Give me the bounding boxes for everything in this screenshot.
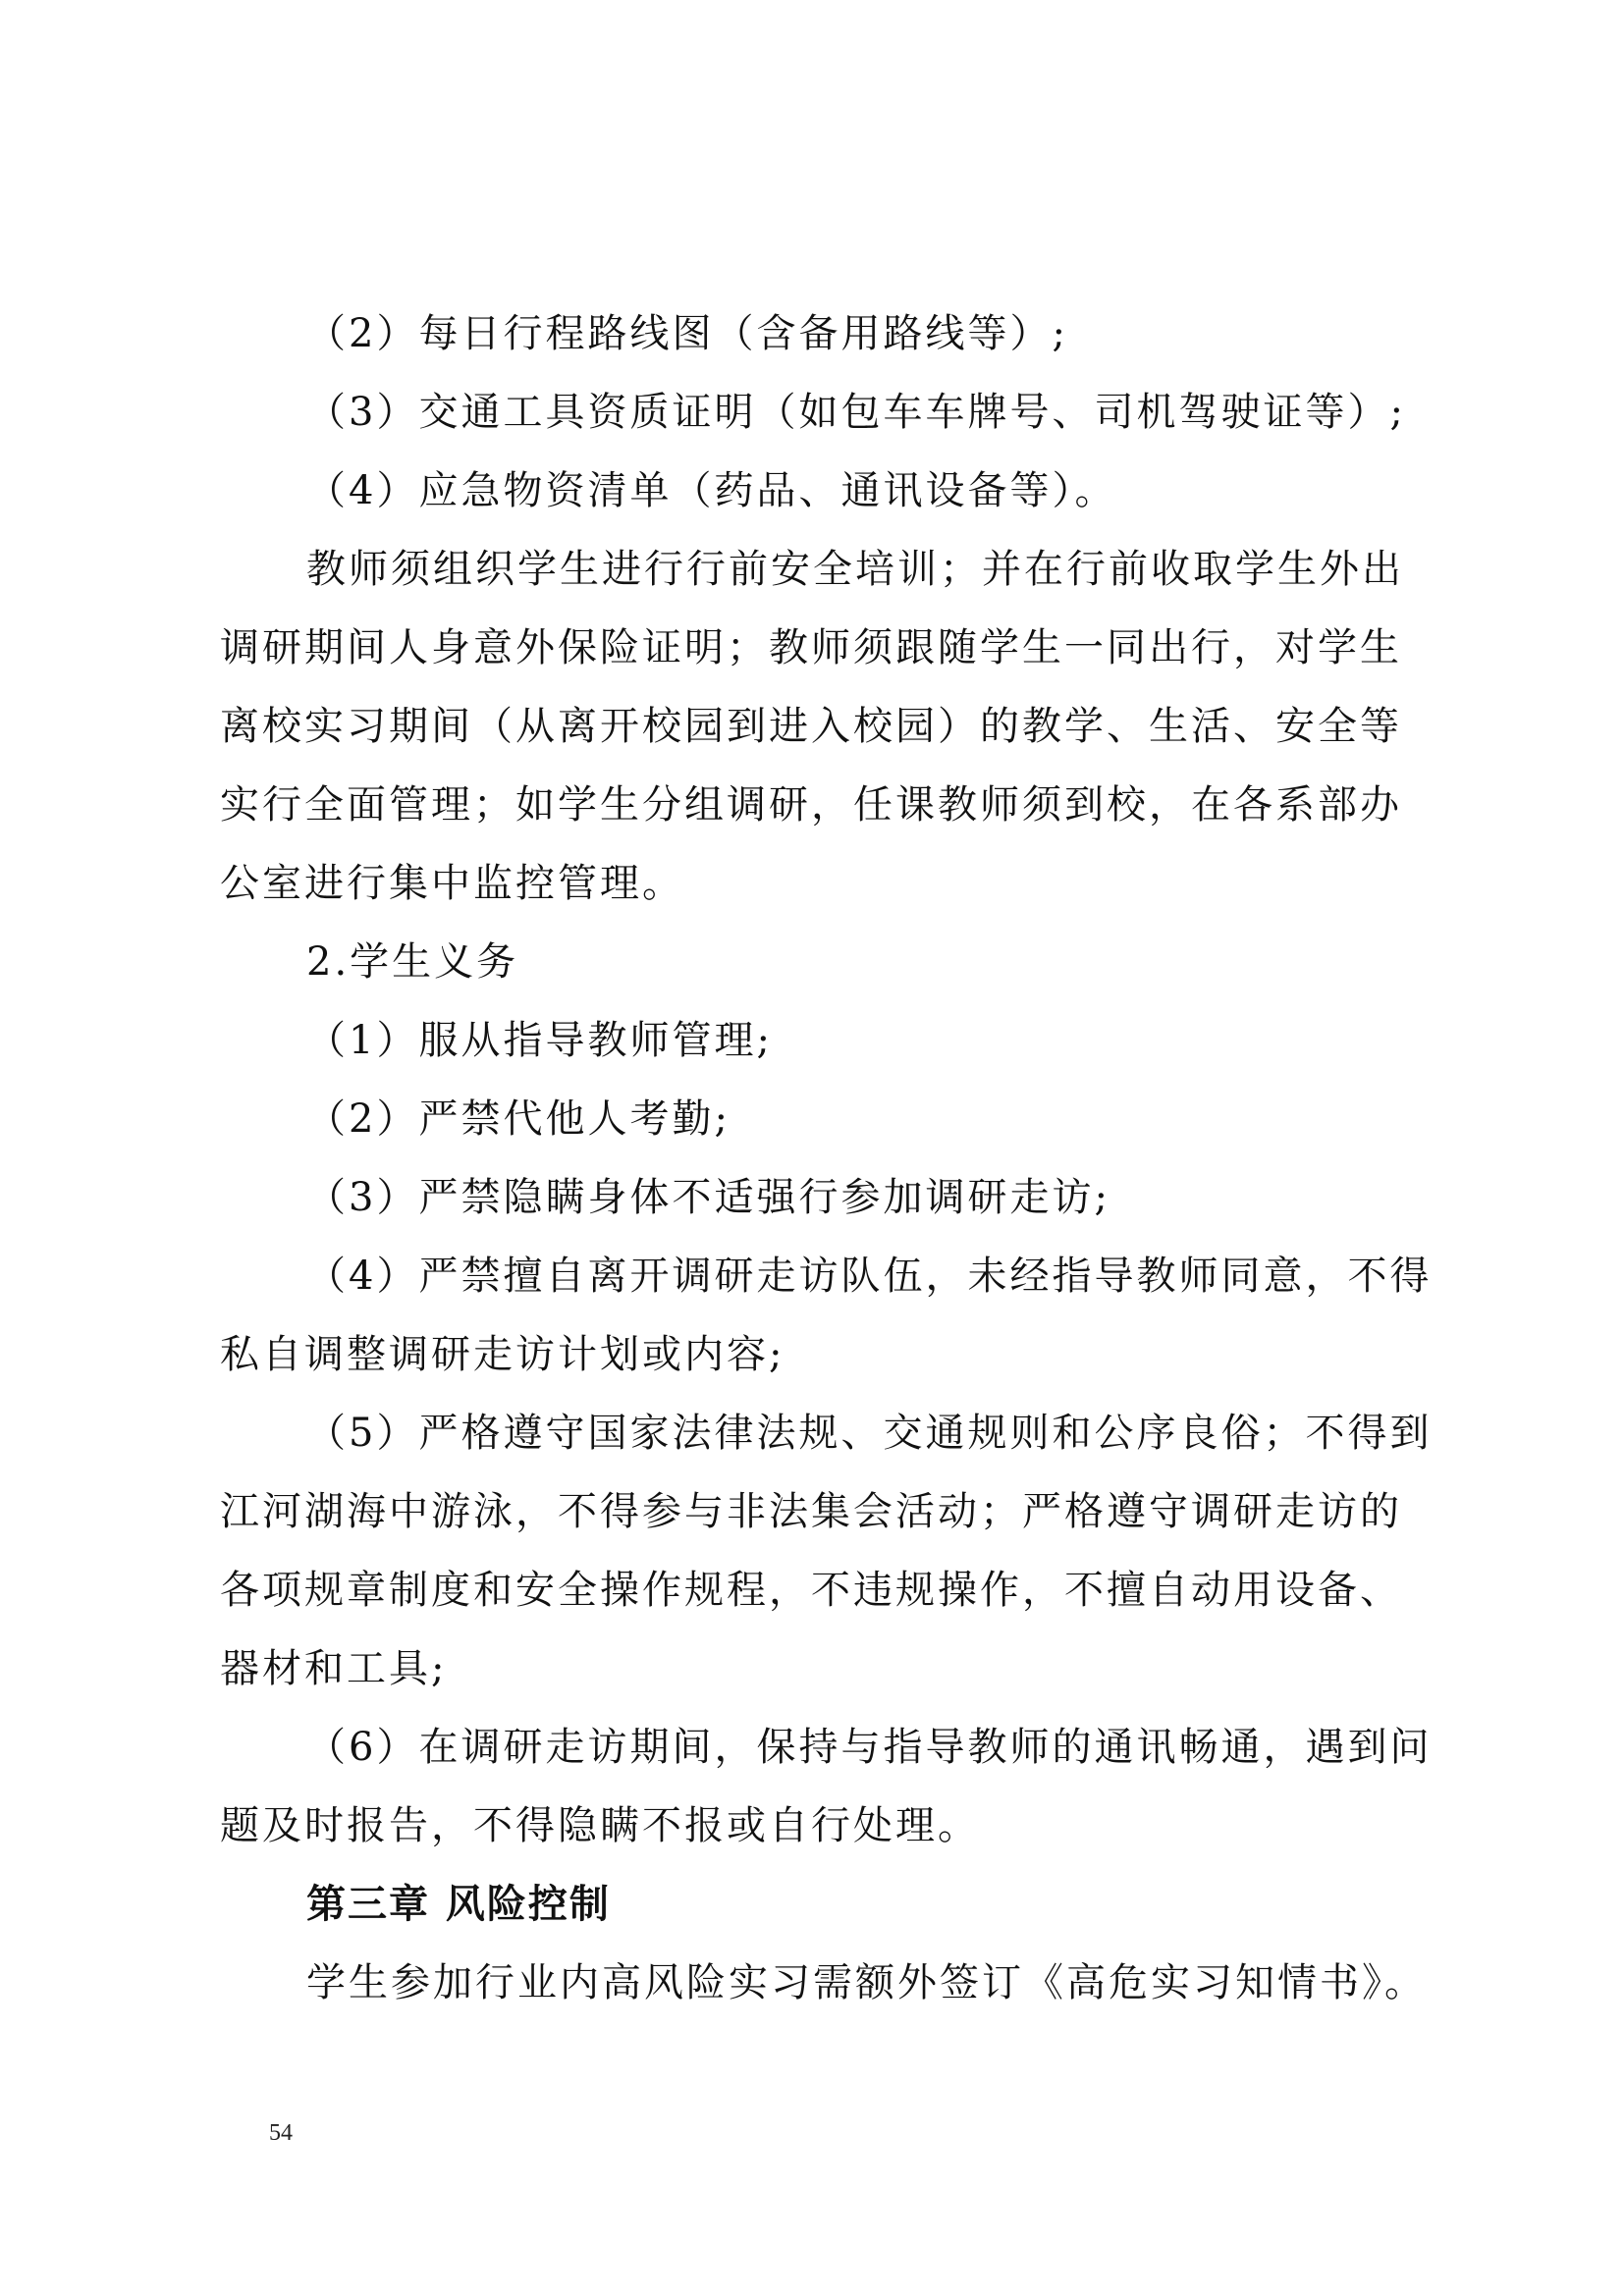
- paragraph-line: （4）应急物资清单（药品、通讯设备等）。: [306, 468, 1117, 513]
- section-subheading: 2.学生义务: [306, 939, 519, 985]
- list-item: （4）严禁擅自离开调研走访队伍，未经指导教师同意，不得: [306, 1254, 1433, 1299]
- chapter-heading: 第三章 风险控制: [306, 1882, 611, 1927]
- paragraph-line: （3）交通工具资质证明（如包车车牌号、司机驾驶证等）;: [306, 390, 1406, 435]
- paragraph-line: （2）每日行程路线图（含备用路线等）;: [306, 311, 1068, 356]
- page-number: 54: [269, 2120, 293, 2146]
- list-item-continuation: 题及时报告，不得隐瞒不报或自行处理。: [220, 1803, 980, 1848]
- page-body: [220, 294, 1447, 2022]
- paragraph-line: 公室进行集中监控管理。: [220, 861, 684, 906]
- list-item: （3）严禁隐瞒身体不适强行参加调研走访;: [306, 1175, 1110, 1220]
- list-item-continuation: 私自调整调研走访计划或内容;: [220, 1332, 785, 1377]
- paragraph-line: 调研期间人身意外保险证明；教师须跟随学生一同出行，对学生: [220, 625, 1402, 670]
- list-item: （1）服从指导教师管理;: [306, 1018, 773, 1063]
- list-item: （2）严禁代他人考勤;: [306, 1096, 731, 1142]
- list-item-continuation: 器材和工具;: [220, 1646, 448, 1691]
- list-item-continuation: 江河湖海中游泳，不得参与非法集会活动；严格遵守调研走访的: [220, 1489, 1402, 1534]
- list-item-continuation: 各项规章制度和安全操作规程，不违规操作，不擅自动用设备、: [220, 1568, 1402, 1613]
- list-item: （5）严格遵守国家法律法规、交通规则和公序良俗；不得到: [306, 1411, 1433, 1456]
- closing-paragraph: 学生参加行业内高风险实习需额外签订《高危实习知情书》。: [306, 1960, 1427, 2005]
- paragraph-line: 实行全面管理；如学生分组调研，任课教师须到校，在各系部办: [220, 782, 1402, 828]
- list-item: （6）在调研走访期间，保持与指导教师的通讯畅通，遇到问: [306, 1725, 1433, 1770]
- paragraph-line: 离校实习期间（从离开校园到进入校园）的教学、生活、安全等: [220, 704, 1402, 749]
- paragraph-line: 教师须组织学生进行行前安全培训；并在行前收取学生外出: [306, 547, 1404, 592]
